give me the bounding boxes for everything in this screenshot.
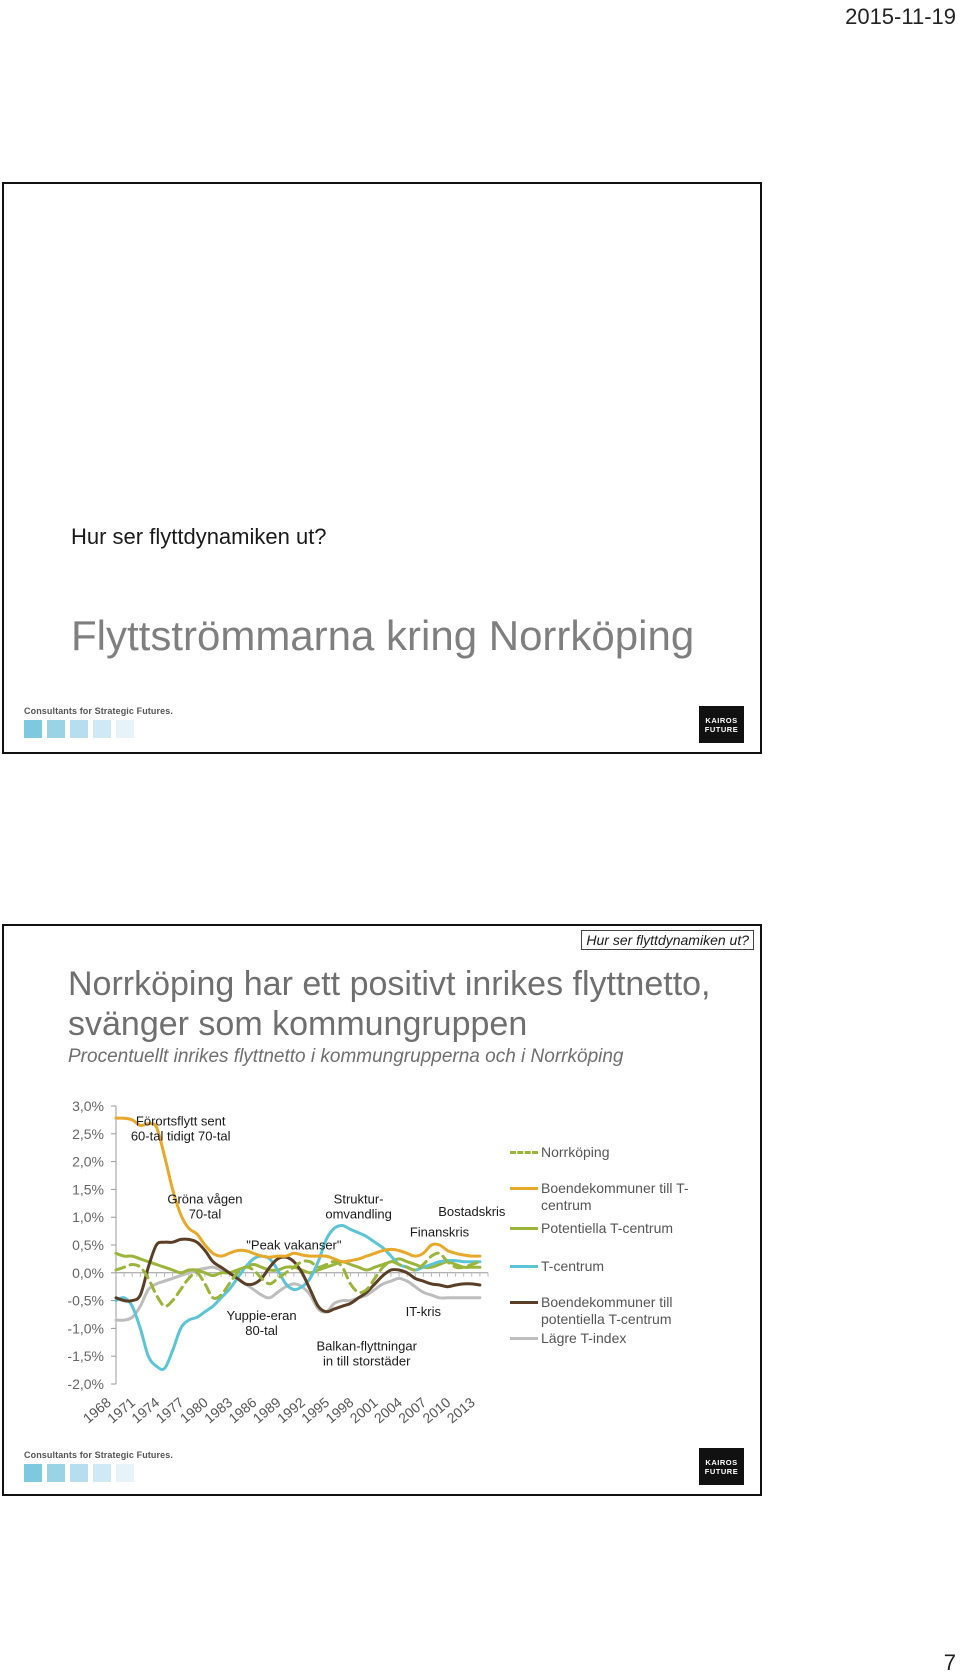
x-tick-label: 1992 bbox=[273, 1394, 309, 1427]
x-tick-label: 1995 bbox=[298, 1394, 333, 1427]
slide-subtitle: Procentuellt inrikes flyttnetto i kommungrupperna och i Norrköping bbox=[68, 1046, 624, 1067]
x-tick-label: 1971 bbox=[104, 1394, 139, 1427]
legend-label: T-centrum bbox=[541, 1258, 605, 1274]
y-tick-label: 2,5% bbox=[72, 1125, 104, 1142]
legend-label: Boendekommuner till T-centrum bbox=[541, 1180, 689, 1213]
color-square bbox=[70, 720, 88, 738]
x-tick-label: 2013 bbox=[443, 1394, 478, 1427]
legend-swatch bbox=[510, 1187, 538, 1190]
legend-item bbox=[510, 1144, 701, 1161]
legend-swatch bbox=[510, 1227, 538, 1230]
kairos-future-logo bbox=[699, 1448, 744, 1485]
y-tick-label: -0,5% bbox=[67, 1292, 104, 1309]
logo-line-2: FUTURE bbox=[704, 1466, 739, 1476]
chart-annotation: IT-kris bbox=[405, 1304, 441, 1320]
slide-kicker: Hur ser flyttdynamiken ut? bbox=[71, 524, 327, 549]
chart-annotation: "Peak vakanser" bbox=[246, 1237, 342, 1253]
legend-item bbox=[510, 1180, 701, 1214]
color-square bbox=[24, 720, 42, 738]
page-date: 2015-11-19 bbox=[845, 4, 956, 29]
x-tick-label: 1968 bbox=[79, 1394, 114, 1427]
chart-annotation: Yuppie-eran 80-tal bbox=[226, 1308, 297, 1339]
logo-line-2: FUTURE bbox=[704, 724, 739, 734]
x-tick-label: 1980 bbox=[176, 1394, 211, 1427]
legend-swatch bbox=[510, 1265, 538, 1268]
x-tick-label: 2010 bbox=[419, 1394, 454, 1427]
x-tick-label: 1974 bbox=[128, 1394, 163, 1427]
y-tick-label: 1,5% bbox=[72, 1181, 104, 1198]
chart-annotation: Balkan-flyttningar in till storstäder bbox=[316, 1338, 417, 1369]
x-tick-label: 1989 bbox=[249, 1394, 284, 1427]
footer-color-squares bbox=[24, 720, 134, 738]
y-tick-label: 2,0% bbox=[72, 1153, 104, 1170]
legend-label: Norrköping bbox=[541, 1144, 610, 1160]
slide-title: Norrköping har ett positivt inrikes flyttnetto, svänger som kommungruppen bbox=[68, 965, 711, 1043]
color-square bbox=[47, 1464, 65, 1482]
x-tick-label: 1998 bbox=[322, 1394, 357, 1427]
kairos-future-logo bbox=[699, 706, 744, 743]
logo-line-1: KAIROS bbox=[705, 715, 738, 725]
legend-swatch bbox=[510, 1151, 538, 1154]
slide-1 bbox=[2, 182, 762, 754]
x-tick-label: 1983 bbox=[201, 1394, 236, 1427]
legend-item bbox=[510, 1330, 701, 1347]
chart-annotation: Förortsflytt sent 60-tal tidigt 70-tal bbox=[130, 1113, 231, 1144]
legend-swatch bbox=[510, 1337, 538, 1340]
chart-annotation: Struktur-omvandling bbox=[325, 1191, 392, 1222]
x-tick-label: 1977 bbox=[152, 1394, 187, 1427]
color-square bbox=[70, 1464, 88, 1482]
y-tick-label: -2,0% bbox=[67, 1376, 104, 1392]
color-square bbox=[47, 720, 65, 738]
color-square bbox=[93, 720, 111, 738]
footer-tagline: Consultants for Strategic Futures. bbox=[24, 1450, 173, 1460]
legend-swatch bbox=[510, 1301, 538, 1304]
chart-annotation: Bostadskris bbox=[438, 1204, 506, 1220]
slide-title: Flyttströmmarna kring Norrköping bbox=[71, 612, 695, 659]
legend-label: Potentiella T-centrum bbox=[541, 1220, 674, 1236]
y-tick-label: 0,0% bbox=[72, 1264, 104, 1281]
chart-annotation: Finanskris bbox=[409, 1224, 470, 1240]
x-tick-label: 2001 bbox=[346, 1394, 381, 1427]
section-tag: Hur ser flyttdynamiken ut? bbox=[581, 930, 754, 950]
footer-tagline: Consultants for Strategic Futures. bbox=[24, 706, 173, 716]
legend-item bbox=[510, 1258, 701, 1275]
chart-annotation: Gröna vågen 70-tal bbox=[167, 1191, 243, 1222]
y-tick-label: -1,5% bbox=[67, 1348, 104, 1365]
color-square bbox=[116, 720, 134, 738]
color-square bbox=[93, 1464, 111, 1482]
y-tick-label: 0,5% bbox=[72, 1237, 104, 1253]
color-square bbox=[116, 1464, 134, 1482]
page-number: 7 bbox=[943, 1650, 956, 1675]
y-tick-label: 3,0% bbox=[72, 1098, 104, 1114]
legend-item bbox=[510, 1294, 701, 1328]
legend-label: Lägre T-index bbox=[541, 1330, 627, 1346]
legend-label: Boendekommuner till potentiella T-centrum bbox=[541, 1294, 673, 1327]
logo-line-1: KAIROS bbox=[705, 1457, 738, 1467]
x-tick-label: 2004 bbox=[370, 1394, 406, 1427]
slide-2 bbox=[2, 924, 762, 1496]
x-tick-label: 2007 bbox=[395, 1394, 430, 1427]
footer-color-squares bbox=[24, 1464, 134, 1482]
color-square bbox=[24, 1464, 42, 1482]
legend-item bbox=[510, 1220, 701, 1237]
x-tick-label: 1986 bbox=[225, 1394, 260, 1427]
y-tick-label: -1,0% bbox=[67, 1320, 104, 1337]
y-tick-label: 1,0% bbox=[72, 1209, 104, 1226]
